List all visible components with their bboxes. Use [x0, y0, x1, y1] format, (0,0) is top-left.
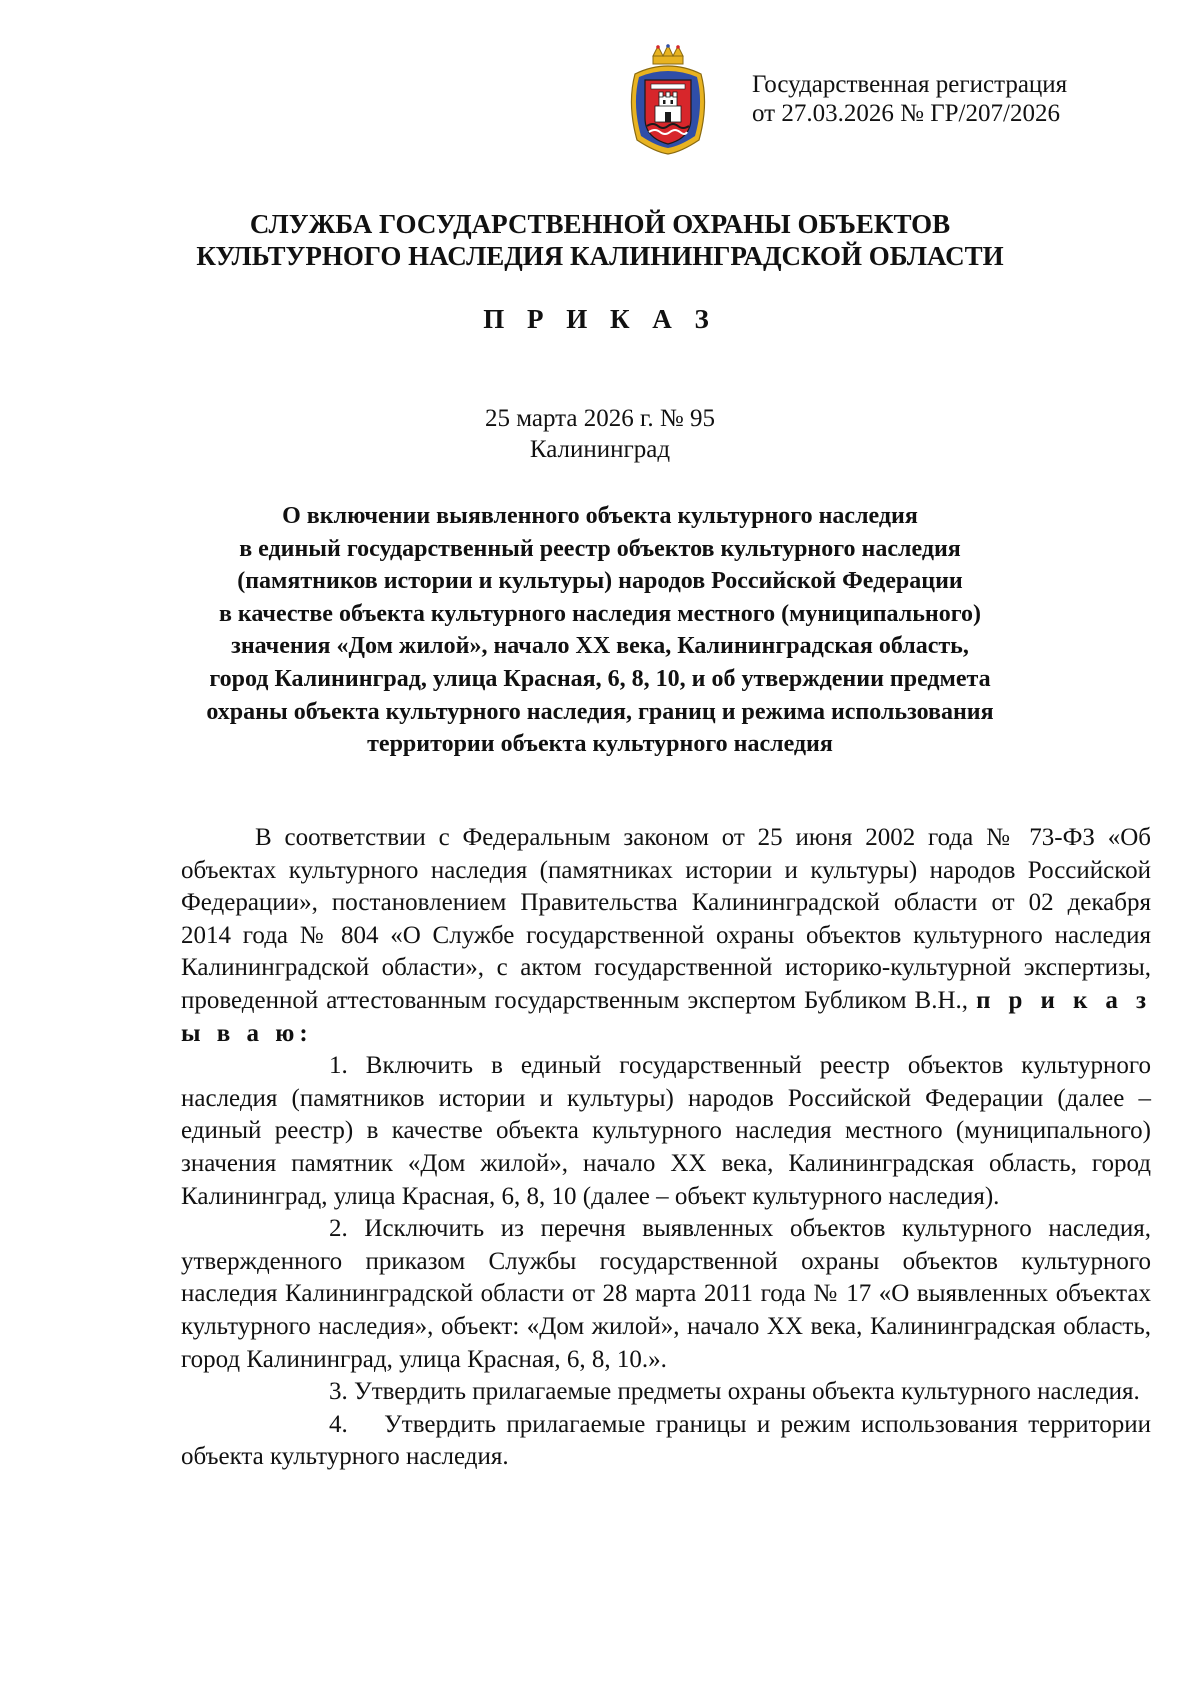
preamble-text: В соответствии с Федеральным законом от 25 июня 2002 года № 73-ФЗ «Об объектах культурного наследия (памятниках истории и культуры) народов Российской Федерации», постановлением Правительства Калининградской области от 02 декабря 2014 года № 804 «О Службе государственной охраны объектов культурного наследия Калининградской области», с актом государственной историко-культурной экспертизы, проведенной аттестованным государственным экспертом Бубликом В.Н., — [181, 824, 1151, 1014]
agency-name-line-2: КУЛЬТУРНОГО НАСЛЕДИЯ КАЛИНИНГРАДСКОЙ ОБЛАСТИ — [196, 241, 1004, 271]
subject-line: в единый государственный реестр объектов культурного наследия — [239, 535, 961, 562]
subject-line: территории объекта культурного наследия — [367, 731, 833, 758]
order-item-1 — [181, 1050, 1151, 1213]
preamble-paragraph — [181, 822, 1151, 1050]
date-and-place — [80, 403, 1120, 465]
order-item-4 — [181, 1409, 1151, 1474]
order-item-2 — [181, 1213, 1151, 1376]
item-text: Исключить из перечня выявленных объектов культурного наследия, утвержденного приказом Службы государственной охраны объектов культурного наследия Калининградской области от 28 марта 2011 года № 17 «О выявленных объектах культурного наследия», объект: «Дом жилой», начало XX века, Калининградская область, город Калининград, улица Красная, 6, 8, 10.». — [181, 1215, 1152, 1373]
state-registration-stamp — [752, 70, 1172, 128]
item-text: Утвердить прилагаемые предметы охраны объекта культурного наследия. — [354, 1378, 1140, 1406]
subject-line: город Калининград, улица Красная, 6, 8, 10, и об утверждении предмета — [209, 665, 991, 692]
item-number: 4. — [329, 1410, 348, 1438]
subject-line: значения «Дом жилой», начало XX века, Калининградская область, — [231, 633, 969, 660]
subject-line: (памятников истории и культуры) народов Российской Федерации — [237, 568, 963, 595]
item-number: 3. — [329, 1378, 348, 1406]
item-text: Включить в единый государственный реестр объектов культурного наследия (памятников истории и культуры) народов Российской Федерации (далее – единый реестр) в качестве объекта культурного наследия местного (муниципального) значения памятник «Дом жилой», начало XX века, Калининградская область, город Калининград, улица Красная, 6, 8, 10 (далее – объект культурного наследия). — [181, 1052, 1152, 1210]
item-text: Утвердить прилагаемые границы и режим использования территории объекта культурного наследия. — [181, 1410, 1151, 1471]
item-number: 1. — [329, 1052, 348, 1080]
city: Калининград — [529, 436, 671, 463]
document-type-title: П Р И К А З — [483, 304, 717, 334]
order-directive: п р и к а з ы в а ю: — [181, 986, 1151, 1047]
agency-name — [80, 208, 1120, 272]
subject-line: О включении выявленного объекта культурного наследия — [282, 503, 918, 529]
registration-line-2: от 27.03.2026 № ГР/207/2026 — [752, 100, 1060, 127]
crown — [653, 44, 683, 64]
agency-name-line-1: СЛУЖБА ГОСУДАРСТВЕННОЙ ОХРАНЫ ОБЪЕКТОВ — [249, 209, 951, 239]
coat-of-arms-emblem — [625, 44, 711, 156]
order-item-3 — [181, 1376, 1151, 1409]
registration-line-1: Государственная регистрация — [752, 71, 1068, 98]
order-body — [181, 822, 1151, 1474]
date-number: 25 марта 2026 г. № 95 — [484, 405, 716, 432]
subject-line: охраны объекта культурного наследия, границ и режима использования — [206, 698, 994, 725]
subject-line: в качестве объекта культурного наследия местного (муниципального) — [218, 600, 982, 627]
order-subject — [80, 500, 1120, 761]
item-number: 2. — [329, 1215, 348, 1243]
